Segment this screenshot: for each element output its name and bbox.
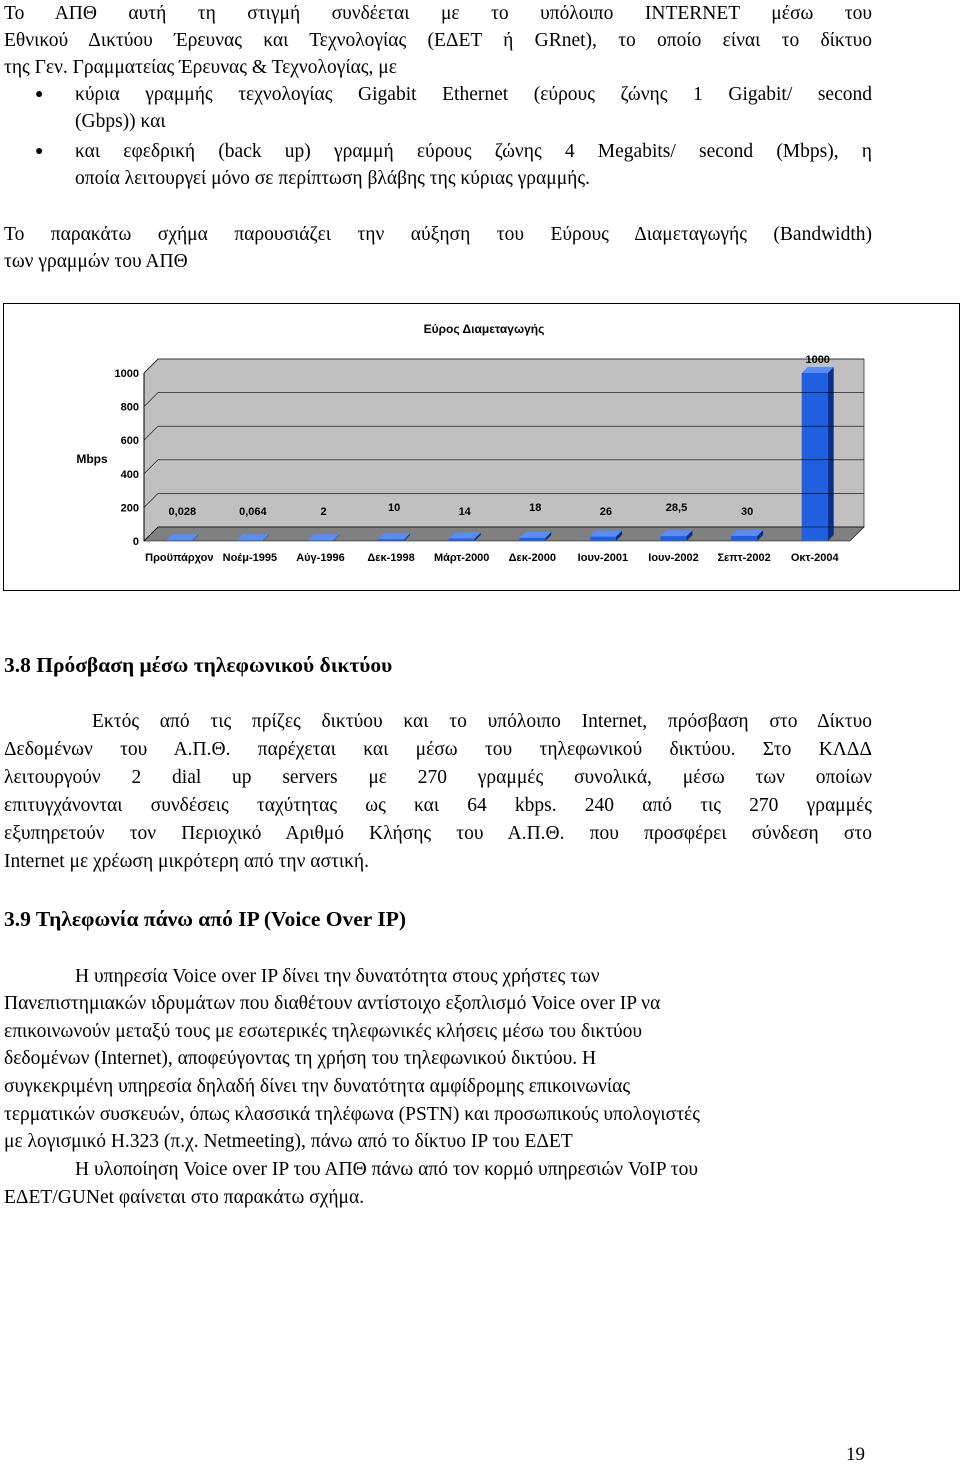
paragraph-line: τερματικών συσκευών, όπως κλασσικά τηλέφωνα (PSTN) και προσωπικούς υπολογιστές xyxy=(4,1104,700,1125)
y-tick-label: 1000 xyxy=(114,368,139,380)
paragraph-line: Εκτός από τις πρίζες δικτύου και το υπόλοιπο Internet, πρόσβαση στο Δίκτυο xyxy=(92,711,872,732)
data-label: 0,064 xyxy=(239,506,267,518)
x-tick-label: Σεπτ-2002 xyxy=(717,552,771,564)
paragraph-line: των γραμμών του ΑΠΘ xyxy=(4,251,188,272)
bar xyxy=(166,540,192,541)
y-axis-label: Mbps xyxy=(76,452,108,466)
data-label: 26 xyxy=(599,506,613,518)
data-label: 1000 xyxy=(805,354,830,366)
paragraph-line: επικοινωνούν μεταξύ τους με εσωτερικές τηλεφωνικές κλήσεις μέσω του δικτύου xyxy=(4,1021,643,1042)
data-label: 18 xyxy=(529,502,542,514)
data-label: 0,028 xyxy=(168,506,197,518)
bar xyxy=(802,373,828,541)
page-number: 19 xyxy=(846,1444,865,1465)
paragraph-line: Εθνικού Δικτύου Έρευνας και Τεχνολογίας (ΕΔΕΤ ή GRnet), το οποίο είναι το δίκτυο xyxy=(4,30,872,51)
x-tick-label: Μάρτ-2000 xyxy=(433,552,490,564)
x-tick-label: Αύγ-1996 xyxy=(296,552,345,564)
y-tick-label: 0 xyxy=(132,536,139,548)
data-label: 28,5 xyxy=(665,502,688,514)
bar xyxy=(449,539,475,541)
y-tick-label: 400 xyxy=(120,468,139,481)
bullet-line: και εφεδρική (back up) γραμμή εύρους ζώνης 4 Megabits/ second (Mbps), η xyxy=(75,141,872,162)
bandwidth-chart xyxy=(3,303,960,591)
data-label: 2 xyxy=(320,506,327,518)
paragraph-line: Δεδομένων του Α.Π.Θ. παρέχεται και μέσω του τηλεφωνικού δικτύου. Στο ΚΛΔΔ xyxy=(4,739,872,760)
paragraph-line: της Γεν. Γραμματείας Έρευνας & Τεχνολογίας, με xyxy=(4,57,397,78)
paragraph-line: Internet με χρέωση μικρότερη από την αστική. xyxy=(4,851,369,872)
bullet-icon: ● xyxy=(35,144,44,159)
data-label: 30 xyxy=(740,506,754,518)
bullet-icon: ● xyxy=(35,87,44,102)
chart-title: Εύρος Διαμεταγωγής xyxy=(423,322,545,336)
paragraph-line: δεδομένων (Internet), αποφεύγοντας τη χρήση του τηλεφωνικού δικτύου. Η xyxy=(4,1048,597,1069)
x-tick-label: Προϋπάρχον xyxy=(145,552,214,564)
bar xyxy=(378,539,404,541)
bar xyxy=(661,536,687,541)
x-tick-label: Οκτ-2004 xyxy=(790,552,839,564)
bullet-line: (Gbps)) και xyxy=(75,111,166,132)
paragraph-line: επιτυγχάνονται συνδέσεις ταχύτητας ως και 64 kbps. 240 από τις 270 γραμμές xyxy=(4,795,872,816)
bar-side xyxy=(828,367,834,541)
paragraph-line: εξυπηρετούν τον Περιοχικό Αριθμό Κλήσης του Α.Π.Θ. που προσφέρει σύνδεση στο xyxy=(4,823,872,844)
paragraph-line: Πανεπιστημιακών ιδρυμάτων που διαθέτουν αντίστοιχο εξοπλισμό Voice over IP να xyxy=(4,993,661,1014)
bullet-line: κύρια γραμμής τεχνολογίας Gigabit Ethernet (εύρους ζώνης 1 Gigabit/ second xyxy=(75,84,872,105)
paragraph-line: Το ΑΠΘ αυτή τη στιγμή συνδέεται με το υπόλοιπο INTERNET μέσω του xyxy=(4,3,872,24)
x-tick-label: Ιουν-2002 xyxy=(648,552,699,564)
y-tick-label: 600 xyxy=(120,435,139,448)
bullet-line: οποία λειτουργεί μόνο σε περίπτωση βλάβης της κύριας γραμμής. xyxy=(75,168,590,189)
x-tick-label: Νοέμ-1995 xyxy=(222,552,278,564)
bar xyxy=(519,538,545,541)
x-tick-label: Ιουν-2001 xyxy=(577,552,629,564)
paragraph-line: Το παρακάτω σχήμα παρουσιάζει την αύξηση του Εύρους Διαμεταγωγής (Bandwidth) xyxy=(4,224,872,245)
paragraph-line: με λογισμικό H.323 (π.χ. Netmeeting), πάνω από το δίκτυο IP του ΕΔΕΤ xyxy=(4,1131,573,1152)
paragraph-line: Η υπηρεσία Voice over IP δίνει την δυνατότητα στους χρήστες των xyxy=(75,966,600,987)
bar xyxy=(731,536,757,541)
x-tick-label: Δεκ-2000 xyxy=(508,552,557,564)
paragraph-line: συγκεκριμένη υπηρεσία δηλαδή δίνει την δυνατότητα αμφίδρομης επικοινωνίας xyxy=(4,1076,631,1097)
x-tick-label: Δεκ-1998 xyxy=(367,552,415,564)
paragraph-line: ΕΔΕΤ/GUNet φαίνεται στο παρακάτω σχήμα. xyxy=(4,1187,365,1208)
bar xyxy=(308,540,334,541)
paragraph-line: Η υλοποίηση Voice over IP του ΑΠΘ πάνω από τον κορμό υπηρεσιών VoIP του xyxy=(75,1159,699,1180)
section-heading: 3.9 Τηλεφωνία πάνω από IP (Voice Over IP) xyxy=(4,907,406,931)
section-heading: 3.8 Πρόσβαση μέσω τηλεφωνικού δικτύου xyxy=(4,653,393,677)
bar-chart-svg xyxy=(4,304,959,590)
paragraph-line: λειτουργούν 2 dial up servers με 270 γραμμές συνολικά, μέσω των οποίων xyxy=(4,767,872,788)
y-tick-label: 200 xyxy=(120,502,139,515)
bar xyxy=(590,537,616,541)
data-label: 14 xyxy=(458,506,471,518)
bar xyxy=(237,540,263,541)
data-label: 10 xyxy=(387,502,401,514)
y-tick-label: 800 xyxy=(120,401,139,414)
